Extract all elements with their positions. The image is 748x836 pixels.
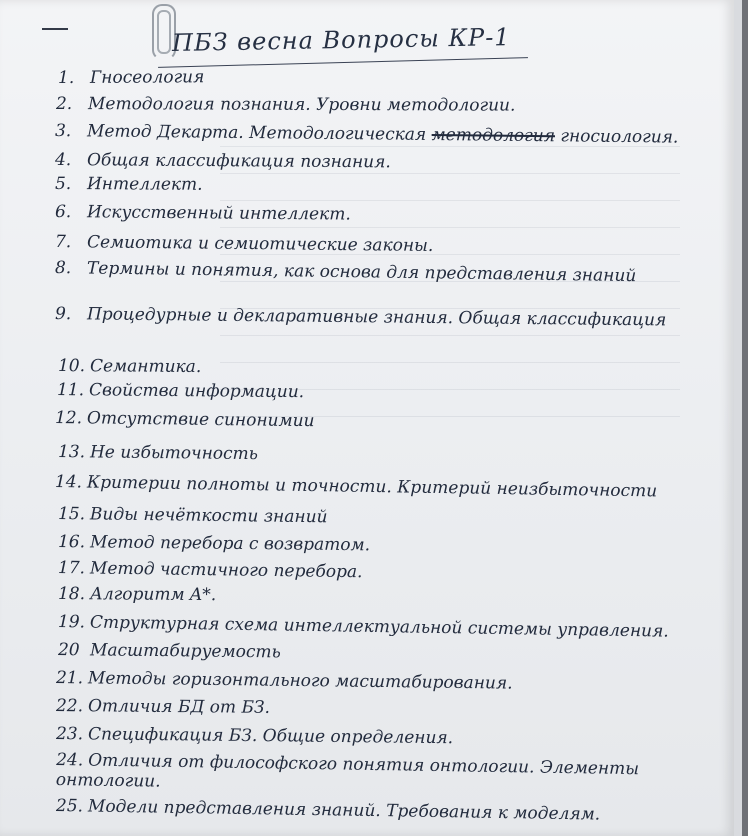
list-item: 25. Модели представления знаний. Требования к моделям. [55,796,601,825]
list-item: 24. Отличия от философского понятия онтологии. Элементы онтологии. [55,750,640,792]
list-item: 14. Критерии полноты и точности. Критерий неизбыточности [54,472,658,502]
list-item: 17. Метод частичного перебора. [57,558,363,583]
list-item: 4. Общая классификация познания. [54,150,391,173]
list-item: 6. Искусственный интеллект. [54,202,351,225]
struck-word: методология [431,124,556,147]
list-item: 12. Отсутствие синонимии [54,408,315,432]
list-item: 2. Методология познания. Уровни методологии. [55,94,516,116]
list-item: 18. Алгоритм A*. [57,584,217,606]
page-title: ПБЗ весна Вопросы КР-1 [171,23,511,57]
list-item: 7. Семиотика и семиотические законы. [54,232,434,256]
list-item: 20 Масштабируемость [57,640,281,663]
list-item: 15. Виды нечёткости знаний [57,504,328,528]
list-item: 5. Интеллект. [54,174,203,195]
list-item: 22. Отличия БД от БЗ. [55,696,271,718]
list-item: 11. Свойства информации. [56,380,305,403]
list-item: 9. Процедурные и декларативные знания. Общая классификация [54,304,667,331]
list-item: 21. Методы горизонтального масштабирования. [55,668,513,694]
list-item: 19. Структурная схема интеллектуальной системы управления. [57,612,669,642]
list-item: 3. Метод Декарта. Методологическая методология гносиология. [54,121,679,148]
list-item: 8. Термины и понятия, как основа для представления знаний [54,258,637,287]
list-item: 16. Метод перебора с возвратом. [57,532,371,556]
list-item: 23. Спецификация БЗ. Общие определения. [55,724,454,749]
list-item: 1. Гносеология [57,67,205,88]
list-item: 10. Семантика. [57,356,202,377]
list-item: 13. Не избыточность [57,442,259,465]
